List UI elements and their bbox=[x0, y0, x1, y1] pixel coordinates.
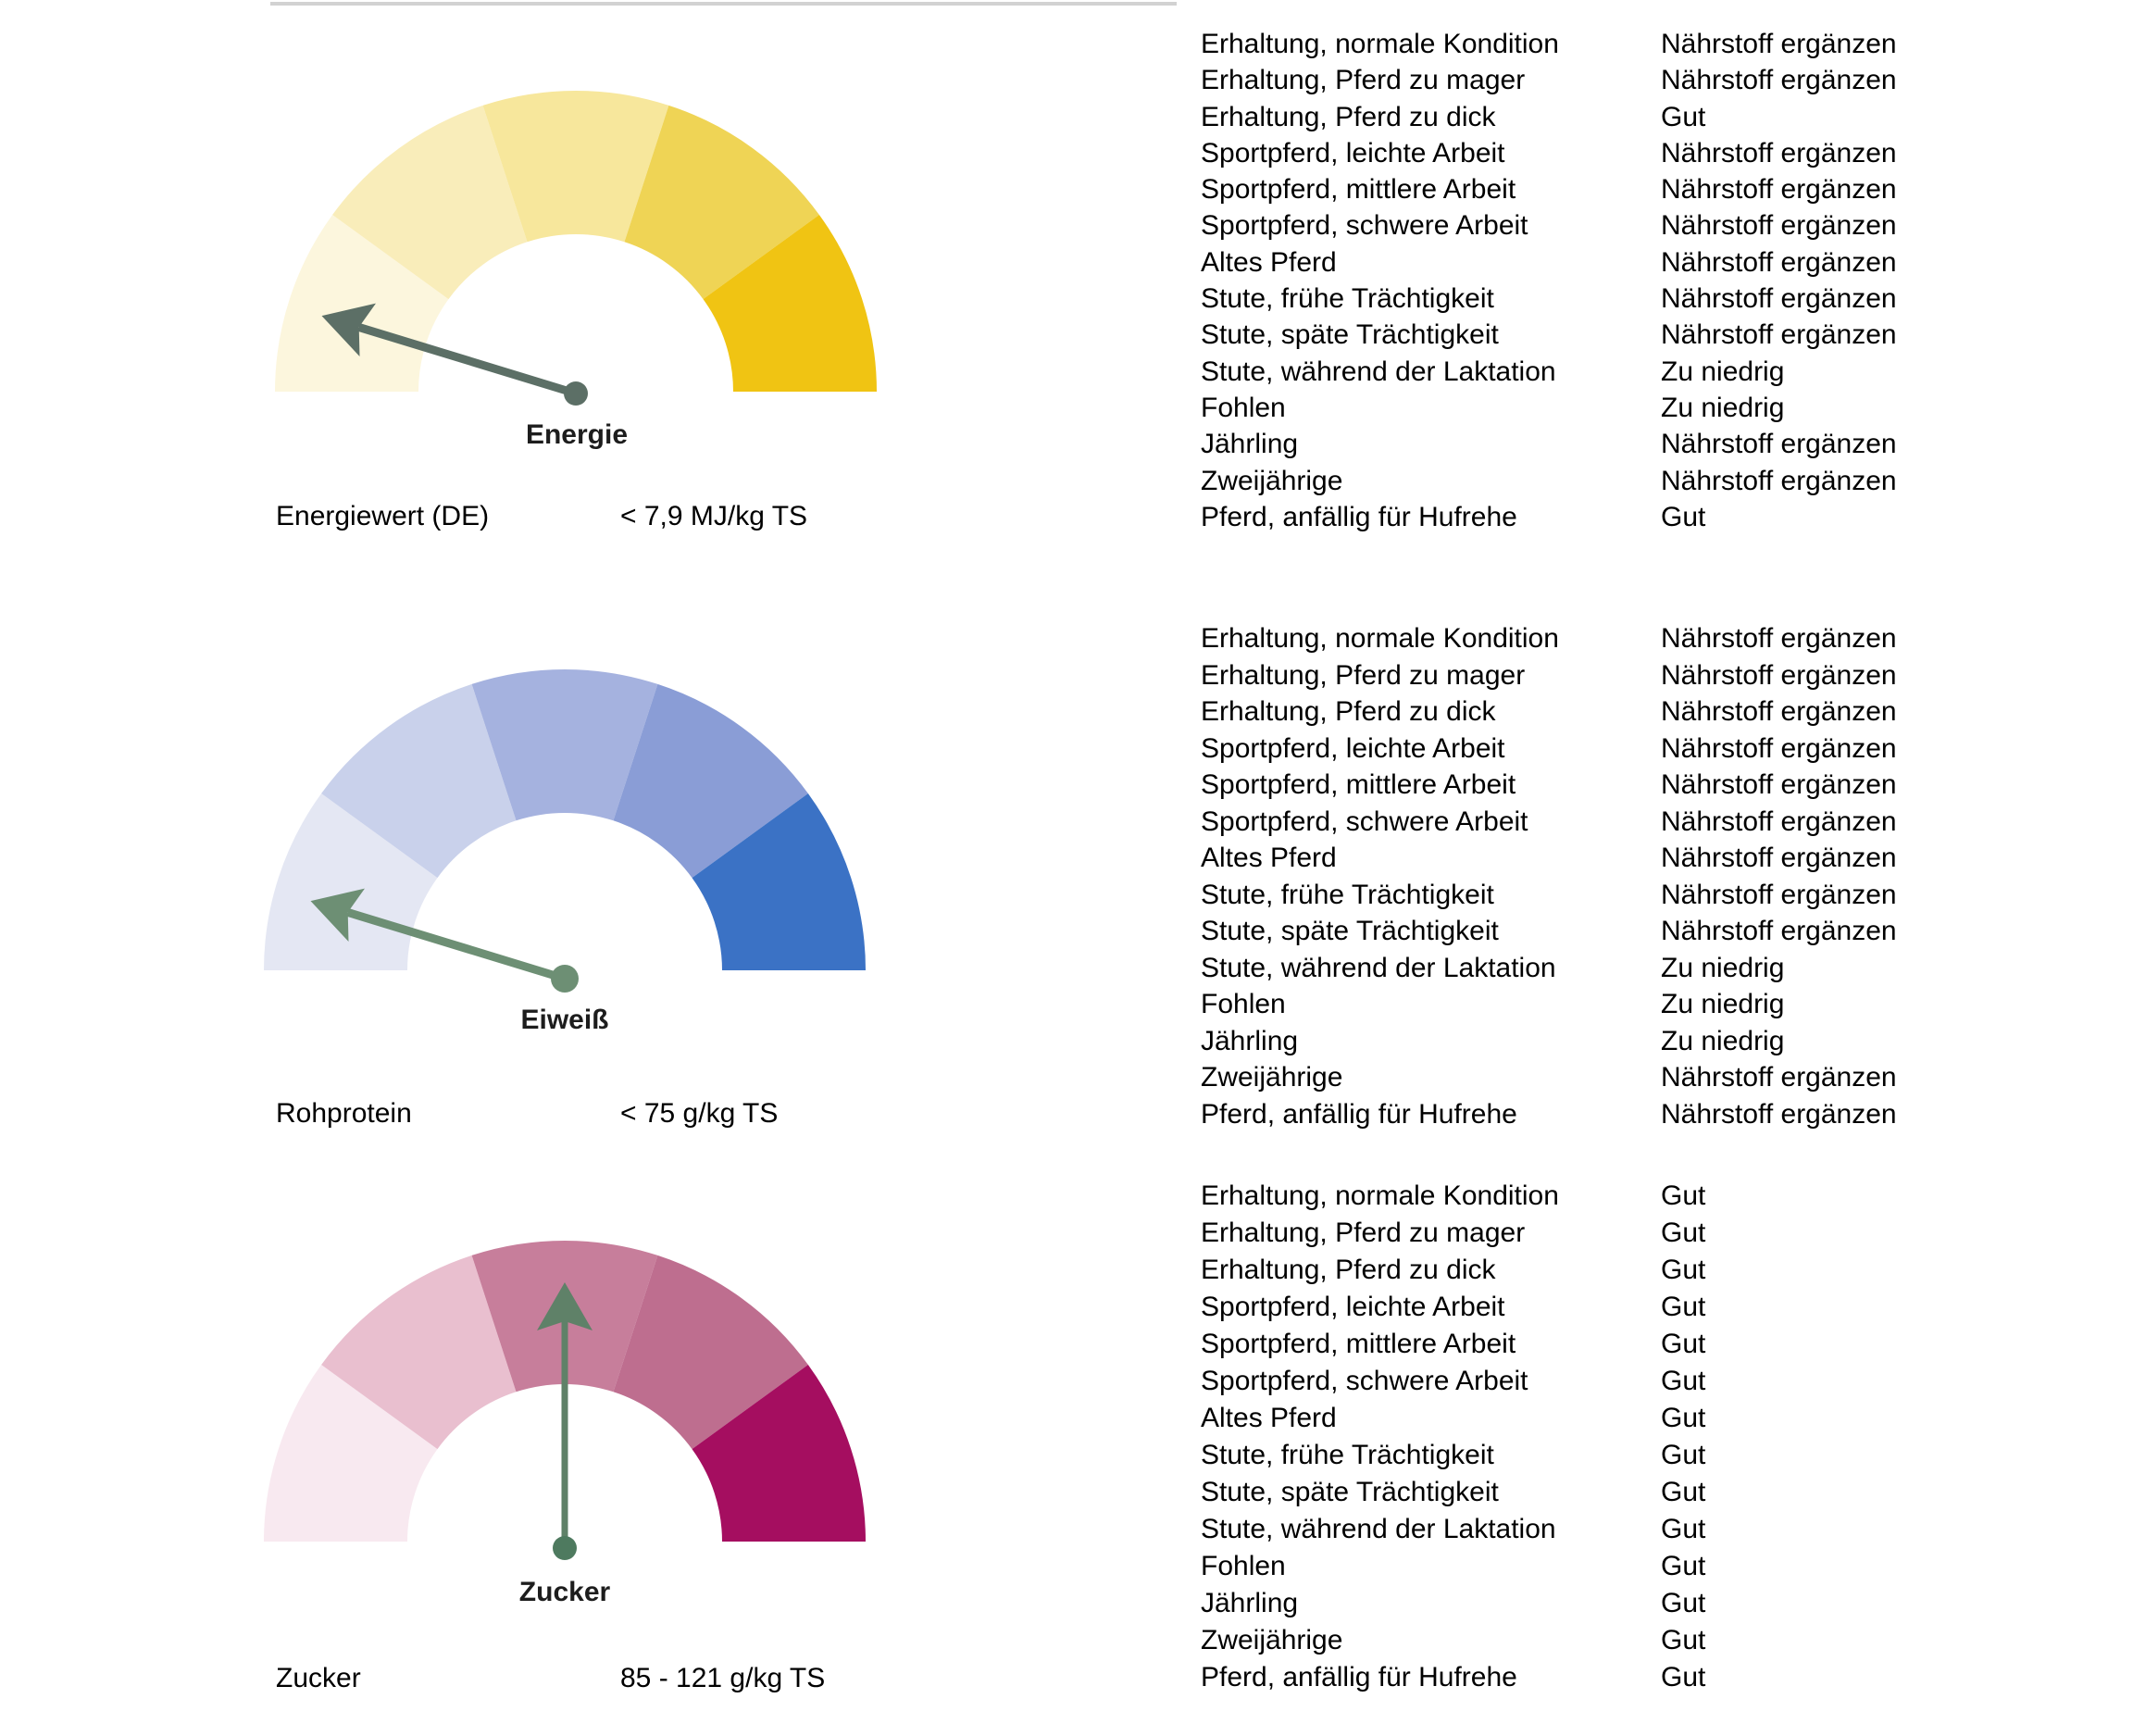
assessment-value: Nährstoff ergänzen bbox=[1661, 843, 1897, 873]
condition-label: Zweijährige bbox=[1201, 465, 1343, 496]
condition-label: Altes Pferd bbox=[1201, 1403, 1337, 1433]
condition-label: Erhaltung, Pferd zu mager bbox=[1201, 1218, 1526, 1248]
assessment-value: Nährstoff ergänzen bbox=[1661, 465, 1897, 496]
gauge-eiweiss bbox=[255, 665, 875, 1003]
table-row bbox=[1201, 244, 2089, 281]
top-divider-line bbox=[270, 2, 1177, 6]
table-row bbox=[1201, 99, 2089, 135]
table-row bbox=[1201, 426, 2089, 462]
assessment-value: Gut bbox=[1661, 1588, 1706, 1618]
condition-label: Jährling bbox=[1201, 429, 1299, 460]
assessment-value: Gut bbox=[1661, 1403, 1706, 1433]
table-row bbox=[1201, 1400, 2089, 1437]
condition-label: Pferd, anfällig für Hufrehe bbox=[1201, 1662, 1517, 1692]
table-row bbox=[1201, 1289, 2089, 1326]
table-row bbox=[1201, 1178, 2089, 1215]
condition-label: Sportpferd, mittlere Arbeit bbox=[1201, 174, 1516, 206]
assessment-value: Zu niedrig bbox=[1661, 989, 1785, 1019]
condition-label: Erhaltung, Pferd zu mager bbox=[1201, 659, 1526, 691]
condition-label: Pferd, anfällig für Hufrehe bbox=[1201, 501, 1517, 532]
table-row bbox=[1201, 135, 2089, 171]
assessment-value: Gut bbox=[1661, 101, 1706, 132]
gauge-zucker bbox=[255, 1236, 875, 1574]
condition-label: Stute, späte Trächtigkeit bbox=[1201, 319, 1499, 351]
table-row bbox=[1201, 657, 2089, 694]
assessment-value: Nährstoff ergänzen bbox=[1661, 429, 1897, 460]
table-row bbox=[1201, 731, 2089, 768]
assessment-value: Nährstoff ergänzen bbox=[1661, 916, 1897, 946]
assessment-value: Nährstoff ergänzen bbox=[1661, 1062, 1897, 1093]
metric-label: Rohprotein bbox=[276, 1098, 412, 1129]
condition-label: Sportpferd, leichte Arbeit bbox=[1201, 137, 1505, 169]
assessment-value: Gut bbox=[1661, 1218, 1706, 1248]
table-row bbox=[1201, 804, 2089, 841]
assessment-value: Nährstoff ergänzen bbox=[1661, 210, 1897, 242]
assessment-value: Nährstoff ergänzen bbox=[1661, 174, 1897, 206]
assessment-value: Gut bbox=[1661, 501, 1706, 532]
assessment-value: Nährstoff ergänzen bbox=[1661, 29, 1897, 59]
condition-label: Stute, frühe Trächtigkeit bbox=[1201, 879, 1494, 910]
condition-table-zucker bbox=[1201, 1178, 2089, 1696]
condition-label: Stute, späte Trächtigkeit bbox=[1201, 1477, 1499, 1507]
table-row bbox=[1201, 354, 2089, 390]
table-row bbox=[1201, 840, 2089, 877]
gauge-needle-pivot bbox=[564, 381, 588, 406]
table-row bbox=[1201, 62, 2089, 98]
table-row bbox=[1201, 1363, 2089, 1400]
condition-label: Erhaltung, Pferd zu dick bbox=[1201, 101, 1496, 132]
assessment-value: Gut bbox=[1661, 1625, 1706, 1655]
assessment-value: Gut bbox=[1661, 1329, 1706, 1359]
assessment-value: Nährstoff ergänzen bbox=[1661, 659, 1897, 691]
condition-label: Sportpferd, schwere Arbeit bbox=[1201, 210, 1528, 242]
condition-label: Jährling bbox=[1201, 1025, 1299, 1056]
gauge-title-zucker: Zucker bbox=[518, 1577, 611, 1607]
condition-table-energie bbox=[1201, 26, 2089, 535]
condition-label: Fohlen bbox=[1201, 392, 1286, 423]
metric-value: < 7,9 MJ/kg TS bbox=[620, 501, 808, 531]
condition-label: Stute, während der Laktation bbox=[1201, 952, 1556, 983]
condition-label: Fohlen bbox=[1201, 989, 1286, 1019]
assessment-value: Gut bbox=[1661, 1514, 1706, 1544]
condition-label: Sportpferd, schwere Arbeit bbox=[1201, 1366, 1528, 1396]
gauge-needle-pivot bbox=[553, 1536, 577, 1560]
table-row bbox=[1201, 1511, 2089, 1548]
condition-label: Stute, während der Laktation bbox=[1201, 1514, 1556, 1544]
condition-label: Erhaltung, normale Kondition bbox=[1201, 623, 1559, 654]
table-row bbox=[1201, 1659, 2089, 1696]
condition-label: Altes Pferd bbox=[1201, 246, 1337, 278]
condition-label: Stute, frühe Trächtigkeit bbox=[1201, 1440, 1494, 1470]
assessment-value: Nährstoff ergänzen bbox=[1661, 732, 1897, 764]
table-row bbox=[1201, 390, 2089, 426]
assessment-value: Gut bbox=[1661, 1551, 1706, 1581]
table-row bbox=[1201, 620, 2089, 657]
assessment-value: Nährstoff ergänzen bbox=[1661, 137, 1897, 169]
condition-label: Sportpferd, leichte Arbeit bbox=[1201, 732, 1505, 764]
assessment-value: Zu niedrig bbox=[1661, 356, 1785, 387]
table-row bbox=[1201, 281, 2089, 317]
assessment-value: Nährstoff ergänzen bbox=[1661, 696, 1897, 727]
gauge-energie bbox=[266, 86, 886, 424]
table-row bbox=[1201, 1585, 2089, 1622]
gauge-needle-pivot bbox=[551, 965, 579, 993]
table-row bbox=[1201, 913, 2089, 950]
condition-label: Erhaltung, normale Kondition bbox=[1201, 29, 1559, 59]
assessment-value: Zu niedrig bbox=[1661, 952, 1785, 983]
metric-row-eiweiss bbox=[276, 1095, 1109, 1132]
condition-label: Erhaltung, Pferd zu dick bbox=[1201, 696, 1496, 727]
assessment-value: Nährstoff ergänzen bbox=[1661, 283, 1897, 315]
assessment-value: Nährstoff ergänzen bbox=[1661, 319, 1897, 351]
assessment-value: Zu niedrig bbox=[1661, 392, 1785, 423]
condition-label: Stute, während der Laktation bbox=[1201, 356, 1556, 387]
table-row bbox=[1201, 1474, 2089, 1511]
assessment-value: Gut bbox=[1661, 1366, 1706, 1396]
condition-label: Stute, späte Trächtigkeit bbox=[1201, 916, 1499, 946]
table-row bbox=[1201, 1548, 2089, 1585]
gauge-title-energie: Energie bbox=[525, 419, 629, 450]
table-row bbox=[1201, 1023, 2089, 1060]
metric-label: Energiewert (DE) bbox=[276, 501, 490, 531]
metric-row-energie bbox=[276, 498, 1109, 535]
condition-label: Sportpferd, mittlere Arbeit bbox=[1201, 1329, 1516, 1359]
table-row bbox=[1201, 317, 2089, 353]
table-row bbox=[1201, 767, 2089, 804]
condition-label: Altes Pferd bbox=[1201, 843, 1337, 873]
metric-row-zucker bbox=[276, 1660, 1109, 1697]
condition-label: Sportpferd, schwere Arbeit bbox=[1201, 806, 1528, 837]
assessment-value: Gut bbox=[1661, 1477, 1706, 1507]
table-row bbox=[1201, 1252, 2089, 1289]
table-row bbox=[1201, 1437, 2089, 1474]
table-row bbox=[1201, 986, 2089, 1023]
table-row bbox=[1201, 1326, 2089, 1363]
assessment-value: Nährstoff ergänzen bbox=[1661, 1098, 1897, 1130]
condition-label: Erhaltung, Pferd zu dick bbox=[1201, 1255, 1496, 1285]
assessment-value: Nährstoff ergänzen bbox=[1661, 769, 1897, 800]
condition-label: Zweijährige bbox=[1201, 1062, 1343, 1093]
table-row bbox=[1201, 1096, 2089, 1133]
table-row bbox=[1201, 1215, 2089, 1252]
assessment-value: Gut bbox=[1661, 1662, 1706, 1692]
table-row bbox=[1201, 877, 2089, 914]
table-row bbox=[1201, 207, 2089, 244]
condition-label: Zweijährige bbox=[1201, 1625, 1343, 1655]
table-row bbox=[1201, 1059, 2089, 1096]
table-row bbox=[1201, 26, 2089, 62]
metric-label: Zucker bbox=[276, 1663, 361, 1693]
table-row bbox=[1201, 463, 2089, 499]
table-row bbox=[1201, 693, 2089, 731]
table-row bbox=[1201, 499, 2089, 535]
assessment-value: Nährstoff ergänzen bbox=[1661, 879, 1897, 910]
assessment-value: Nährstoff ergänzen bbox=[1661, 246, 1897, 278]
assessment-value: Zu niedrig bbox=[1661, 1025, 1785, 1056]
assessment-value: Gut bbox=[1661, 1292, 1706, 1322]
assessment-value: Nährstoff ergänzen bbox=[1661, 623, 1897, 654]
assessment-value: Gut bbox=[1661, 1180, 1706, 1211]
condition-label: Erhaltung, normale Kondition bbox=[1201, 1180, 1559, 1211]
condition-label: Jährling bbox=[1201, 1588, 1299, 1618]
table-row bbox=[1201, 1622, 2089, 1659]
table-row bbox=[1201, 950, 2089, 987]
condition-label: Sportpferd, mittlere Arbeit bbox=[1201, 769, 1516, 800]
condition-label: Erhaltung, Pferd zu mager bbox=[1201, 65, 1526, 96]
assessment-value: Gut bbox=[1661, 1440, 1706, 1470]
condition-table-eiweiss bbox=[1201, 620, 2089, 1132]
condition-label: Sportpferd, leichte Arbeit bbox=[1201, 1292, 1505, 1322]
assessment-value: Gut bbox=[1661, 1255, 1706, 1285]
condition-label: Pferd, anfällig für Hufrehe bbox=[1201, 1098, 1517, 1130]
assessment-value: Nährstoff ergänzen bbox=[1661, 65, 1897, 96]
table-row bbox=[1201, 171, 2089, 207]
gauge-title-eiweiss: Eiweiß bbox=[520, 1005, 609, 1035]
metric-value: < 75 g/kg TS bbox=[620, 1098, 779, 1129]
metric-value: 85 - 121 g/kg TS bbox=[620, 1663, 826, 1693]
assessment-value: Nährstoff ergänzen bbox=[1661, 806, 1897, 837]
condition-label: Stute, frühe Trächtigkeit bbox=[1201, 283, 1494, 315]
condition-label: Fohlen bbox=[1201, 1551, 1286, 1581]
